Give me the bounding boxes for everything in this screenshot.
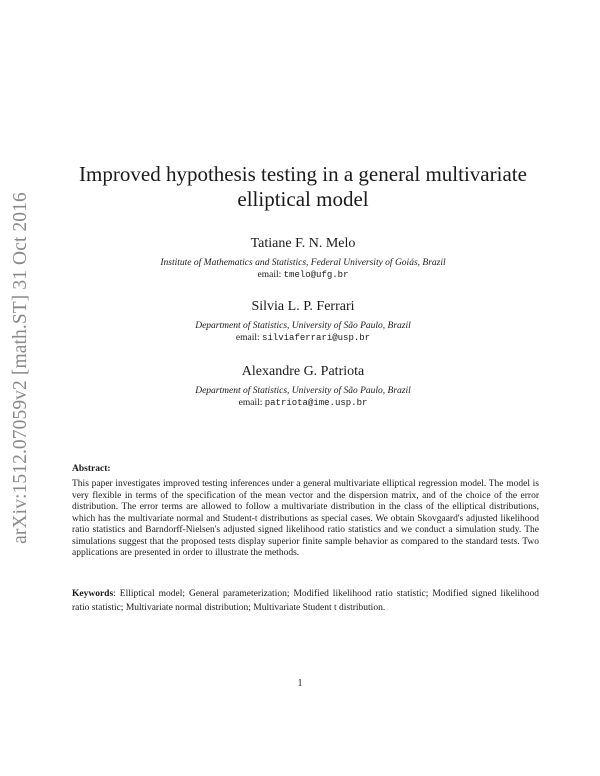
arxiv-stamp: [4, 178, 38, 558]
author-affiliation: Department of Statistics, University of São Paulo, Brazil: [195, 321, 411, 331]
page-number: 1: [297, 678, 303, 689]
author-email[interactable]: tmelo@ufg.br: [283, 270, 349, 280]
author-affiliation: Department of Statistics, University of São Paulo, Brazil: [195, 386, 411, 396]
email-label: email:: [235, 333, 260, 343]
abstract-section: [72, 463, 539, 560]
author-block-2: [60, 299, 546, 344]
author-block-3: [60, 364, 546, 409]
keywords-section: [72, 587, 539, 615]
paper-title: Improved hypothesis testing in a general multivariate elliptical model: [79, 162, 527, 211]
author-email[interactable]: patriota@ime.usp.br: [264, 398, 368, 408]
author-email[interactable]: silviaferrari@usp.br: [262, 333, 371, 343]
author-email-line: [60, 397, 546, 409]
author-block-1: [60, 236, 546, 281]
author-name: Silvia L. P. Ferrari: [251, 299, 355, 314]
email-label: email:: [238, 398, 263, 408]
arxiv-stamp-text: arXiv:1512.07059v2 [math.ST] 31 Oct 2016: [10, 192, 31, 544]
abstract-body: This paper investigates improved testing inferences under a general multivariate elliptical regression model. The model is very flexible in terms of the specification of the mean vector and the dispersion matrix, and of the choice of the error distribution. The error terms are allowed to follow a multivariate distribution in the class of the elliptical distributions, which has the multivariate normal and Student-t distributions as special cases. We obtain Skovgaard's adjusted likelihood ratio statistics and Barndorff-Nielsen's adjusted signed likelihood ratio statistics and we conduct a simulation study. The simulations suggest that the proposed tests display superior finite sample behavior as compared to the standard tests. Two applications are presented in order to illustrate the methods.: [72, 479, 539, 558]
email-label: email:: [257, 270, 282, 280]
abstract-heading: Abstract:: [72, 464, 111, 474]
author-affiliation: Institute of Mathematics and Statistics, Federal University of Goiás, Brazil: [160, 258, 446, 268]
keywords-label: Keywords: [72, 589, 114, 599]
author-email-line: [60, 332, 546, 344]
author-name: Alexandre G. Patriota: [241, 364, 365, 379]
author-name: Tatiane F. N. Melo: [250, 236, 356, 251]
author-email-line: [60, 269, 546, 281]
keywords-text: : Elliptical model; General parameterization; Modified likelihood ratio statistic; Modified signed likelihood ratio statistic; Multivariate normal distribution; Multivariate Student t distribution.: [72, 589, 539, 613]
